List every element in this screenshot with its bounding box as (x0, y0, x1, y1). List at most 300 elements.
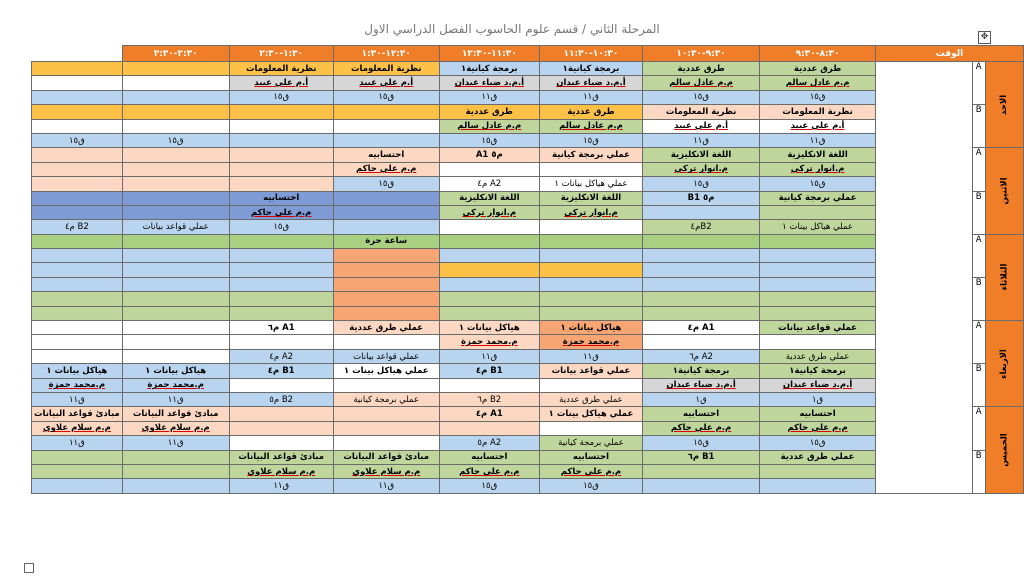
schedule-cell (643, 205, 760, 219)
section-label: A (972, 62, 985, 105)
schedule-cell (539, 234, 642, 248)
schedule-cell (32, 191, 123, 205)
schedule-cell (333, 407, 439, 421)
schedule-cell: م.م علي حاكم (760, 421, 876, 435)
table-row (32, 62, 1024, 76)
schedule-cell (333, 133, 439, 147)
schedule-cell: B2 م٦ (439, 392, 539, 406)
schedule-cell: ق١١ (122, 436, 229, 450)
schedule-cell: ق١١ (539, 90, 642, 104)
schedule-cell (539, 277, 642, 291)
table-row (32, 191, 1024, 205)
table-row (32, 205, 1024, 219)
schedule-cell: م.انوار تركي (643, 162, 760, 176)
section-label: B (972, 191, 985, 234)
schedule-cell: م.م سلام علاوي (122, 421, 229, 435)
schedule-cell (122, 62, 229, 76)
schedule-cell: ق١٥ (122, 133, 229, 147)
section-label: B (972, 450, 985, 493)
header-time-slot: ٩:٣٠-١٠:٣٠ (643, 46, 760, 62)
schedule-cell (122, 234, 229, 248)
schedule-cell (122, 76, 229, 90)
schedule-cell: مبادئ قواعد البيانات (32, 407, 123, 421)
schedule-cell (539, 162, 642, 176)
schedule-cell: B2 م٥ (229, 392, 333, 406)
schedule-cell: احتسابيه (539, 450, 642, 464)
schedule-cell: م٥ A1 (439, 148, 539, 162)
schedule-cell (643, 306, 760, 320)
schedule-cell (333, 436, 439, 450)
schedule-cell: عملي قواعد بيانات (333, 349, 439, 363)
schedule-cell (333, 220, 439, 234)
table-row (32, 148, 1024, 162)
schedule-cell (122, 177, 229, 191)
schedule-cell (333, 306, 439, 320)
schedule-cell: ق١٥ (643, 436, 760, 450)
schedule-cell (229, 306, 333, 320)
schedule-cell (439, 249, 539, 263)
schedule-cell: عملي هياكل بيانات ١ (539, 177, 642, 191)
schedule-cell (229, 119, 333, 133)
schedule-cell (643, 263, 760, 277)
schedule-cell (760, 205, 876, 219)
schedule-cell (32, 263, 123, 277)
schedule-cell (32, 62, 123, 76)
schedule-cell (32, 321, 123, 335)
schedule-cell (439, 306, 539, 320)
table-row (32, 436, 1024, 450)
schedule-cell (122, 349, 229, 363)
table-row (32, 479, 1024, 493)
schedule-cell: اللغة الانكليزية (439, 191, 539, 205)
schedule-cell: طرق عددية (539, 105, 642, 119)
table-row (32, 349, 1024, 363)
schedule-cell: A2 م٤ (439, 177, 539, 191)
schedule-cell (32, 105, 123, 119)
schedule-cell: م.م علي حاكم (643, 421, 760, 435)
schedule-cell: ق١ (643, 392, 760, 406)
schedule-cell: م.انوار تركي (439, 205, 539, 219)
schedule-cell (333, 191, 439, 205)
table-row (32, 133, 1024, 147)
day-label (985, 234, 1023, 320)
schedule-cell: ق١١ (439, 90, 539, 104)
table-row (32, 292, 1024, 306)
schedule-cell (229, 133, 333, 147)
schedule-cell (760, 479, 876, 493)
schedule-cell (32, 119, 123, 133)
table-row (32, 263, 1024, 277)
schedule-cell: مبادئ قواعد البيانات (333, 450, 439, 464)
day-label (985, 62, 1023, 148)
table-row (32, 392, 1024, 406)
schedule-cell: ق١٥ (539, 133, 642, 147)
schedule-cell (539, 249, 642, 263)
schedule-cell: A1 م٦ (229, 321, 333, 335)
schedule-cell: م.م سلام علاوي (32, 421, 123, 435)
schedule-cell: اللغة الانكليزية (760, 148, 876, 162)
schedule-cell: م.م عادل سالم (760, 76, 876, 90)
schedule-cell: نظرية المعلومات (333, 62, 439, 76)
schedule-cell: A1 م٤ (439, 407, 539, 421)
schedule-cell: عملي قواعد بيانات (122, 220, 229, 234)
table-row (32, 364, 1024, 378)
schedule-cell: ق١١ (539, 349, 642, 363)
schedule-cell (32, 249, 123, 263)
schedule-cell (760, 249, 876, 263)
schedule-table (31, 45, 1024, 494)
schedule-cell (229, 292, 333, 306)
schedule-cell (122, 464, 229, 478)
schedule-cell: أ.م علي عبيد (643, 119, 760, 133)
schedule-cell: ق١١ (122, 392, 229, 406)
schedule-cell: A2 م٥ (439, 436, 539, 450)
schedule-cell (229, 277, 333, 291)
schedule-cell (122, 249, 229, 263)
schedule-cell (229, 407, 333, 421)
schedule-cell (643, 335, 760, 349)
schedule-cell: B1 م٦ (643, 450, 760, 464)
schedule-cell (32, 148, 123, 162)
table-row (32, 90, 1024, 104)
schedule-cell: أ.م علي عبيد (333, 76, 439, 90)
schedule-cell: ق١٥ (760, 436, 876, 450)
schedule-cell: عملي برمجة كيانية (333, 392, 439, 406)
schedule-cell (32, 306, 123, 320)
section-label: B (972, 277, 985, 320)
schedule-cell (333, 105, 439, 119)
schedule-cell: ق١٥ (333, 177, 439, 191)
schedule-cell (122, 479, 229, 493)
schedule-cell (333, 205, 439, 219)
schedule-cell: أ.م.د ضياء عيدان (539, 76, 642, 90)
schedule-cell: ق١٥ (439, 479, 539, 493)
schedule-cell (32, 349, 123, 363)
schedule-cell: أ.م علي عبيد (229, 76, 333, 90)
day-label-text: الاربعاء (999, 348, 1010, 379)
schedule-cell: م.محمد حمزة (32, 378, 123, 392)
schedule-cell (643, 464, 760, 478)
schedule-cell: طرق عددية (760, 62, 876, 76)
table-row (32, 378, 1024, 392)
schedule-cell: ق١٥ (539, 479, 642, 493)
schedule-cell (760, 234, 876, 248)
schedule-cell: ق١١ (32, 436, 123, 450)
schedule-cell: احتسابيه (643, 407, 760, 421)
header-time-slot: ١١:٣٠-١٢:٣٠ (439, 46, 539, 62)
table-row (32, 234, 1024, 248)
schedule-cell: ق١٥ (32, 133, 123, 147)
schedule-cell (643, 249, 760, 263)
schedule-cell: مبادئ قواعد البيانات (122, 407, 229, 421)
table-row (32, 335, 1024, 349)
schedule-cell: B1 م٤ (229, 364, 333, 378)
schedule-cell (539, 378, 642, 392)
schedule-cell (122, 90, 229, 104)
schedule-cell: عملي قواعد بيانات (760, 321, 876, 335)
schedule-cell: ساعة حرة (333, 234, 439, 248)
schedule-cell: عملي طرق عددية (333, 321, 439, 335)
schedule-cell: عملي قواعد بيانات (539, 364, 642, 378)
schedule-cell: م.محمد حمزة (539, 335, 642, 349)
schedule-cell (32, 90, 123, 104)
schedule-cell: أ.م علي عبيد (760, 119, 876, 133)
schedule-cell: ق١٥ (229, 220, 333, 234)
schedule-cell: ق١٥ (333, 90, 439, 104)
header-time-slot: ١:٣٠-٢:٣٠ (229, 46, 333, 62)
schedule-cell: ق١١ (32, 392, 123, 406)
schedule-cell: اللغة الانكليزية (539, 191, 642, 205)
schedule-cell: ق١١ (439, 349, 539, 363)
table-row (32, 421, 1024, 435)
table-row (32, 464, 1024, 478)
header-time-slot: ٢:٣٠-٣:٣٠ (122, 46, 229, 62)
header-time-slot: ١٠:٣٠-١١:٣٠ (539, 46, 642, 62)
schedule-cell: هياكل بيانات ١ (539, 321, 642, 335)
schedule-cell (32, 162, 123, 176)
table-row (32, 450, 1024, 464)
schedule-cell (760, 306, 876, 320)
schedule-cell: طرق عددية (439, 105, 539, 119)
schedule-cell (439, 220, 539, 234)
schedule-cell (333, 277, 439, 291)
schedule-cell: م.انوار تركي (760, 162, 876, 176)
header-time-slot: ٨:٣٠-٩:٣٠ (760, 46, 876, 62)
move-cross-icon[interactable]: ✥ (978, 31, 991, 44)
schedule-cell: احتسابيه (229, 191, 333, 205)
page-title: المرحلة الثاني / قسم علوم الحاسوب الفصل الدراسي الاول (364, 22, 660, 36)
schedule-cell (32, 205, 123, 219)
schedule-cell (32, 450, 123, 464)
table-row (32, 321, 1024, 335)
schedule-cell: م.م علي حاكم (439, 464, 539, 478)
schedule-cell (333, 119, 439, 133)
schedule-cell (229, 177, 333, 191)
schedule-cell: م.م علي حاكم (229, 205, 333, 219)
schedule-cell: نظرية المعلومات (229, 62, 333, 76)
schedule-cell (333, 421, 439, 435)
schedule-cell (229, 105, 333, 119)
schedule-cell (539, 292, 642, 306)
table-row (32, 249, 1024, 263)
schedule-cell (439, 277, 539, 291)
schedule-cell (333, 292, 439, 306)
schedule-cell: A2 م٤ (229, 349, 333, 363)
schedule-cell: ق١٥ (760, 177, 876, 191)
schedule-cell: عملي برمجة كيانية (760, 191, 876, 205)
schedule-cell: برمجة كيانية١ (539, 62, 642, 76)
schedule-cell: عملي هياكل بينات ١ (539, 407, 642, 421)
section-label: B (972, 105, 985, 148)
schedule-cell (229, 436, 333, 450)
schedule-cell: احتسابيه (439, 450, 539, 464)
schedule-cell: م.م عادل سالم (643, 76, 760, 90)
table-resize-handle[interactable] (24, 563, 34, 573)
schedule-cell: أ.م.د ضياء عيدان (439, 76, 539, 90)
schedule-cell (439, 234, 539, 248)
schedule-cell: ق١١ (333, 479, 439, 493)
schedule-cell (122, 148, 229, 162)
schedule-cell: عملي برمجة كيانية (539, 436, 642, 450)
schedule-cell (229, 162, 333, 176)
schedule-cell (439, 292, 539, 306)
schedule-cell: م.محمد حمزة (122, 378, 229, 392)
schedule-cell: عملي برمجة كيانية (539, 148, 642, 162)
schedule-cell (229, 421, 333, 435)
schedule-cell: ق١ (760, 392, 876, 406)
schedule-cell (32, 292, 123, 306)
day-label (985, 407, 1023, 493)
schedule-cell (122, 119, 229, 133)
schedule-cell: ق١١ (229, 479, 333, 493)
table-row (32, 306, 1024, 320)
schedule-cell: م.م عادل سالم (439, 119, 539, 133)
schedule-cell: احتسابيه (333, 148, 439, 162)
schedule-cell: م.محمد حمزة (439, 335, 539, 349)
schedule-cell: ق١٥ (643, 90, 760, 104)
schedule-cell (539, 220, 642, 234)
schedule-cell: B2م٤ (643, 220, 760, 234)
schedule-cell: B1 م٤ (439, 364, 539, 378)
table-row (32, 162, 1024, 176)
schedule-cell (122, 105, 229, 119)
schedule-cell: احتسابيه (760, 407, 876, 421)
table-row (32, 177, 1024, 191)
schedule-cell (122, 162, 229, 176)
schedule-cell: م.انوار تركي (539, 205, 642, 219)
section-label: A (972, 407, 985, 450)
schedule-cell (643, 234, 760, 248)
schedule-cell: برمجة كيانية١ (643, 364, 760, 378)
schedule-cell: نظرية المعلومات (760, 105, 876, 119)
spacer-column (875, 62, 972, 494)
schedule-cell (760, 277, 876, 291)
schedule-cell (32, 335, 123, 349)
schedule-cell (122, 205, 229, 219)
schedule-cell (760, 263, 876, 277)
schedule-cell (122, 292, 229, 306)
schedule-cell: A2 م٦ (643, 349, 760, 363)
schedule-cell (439, 263, 539, 277)
section-label: A (972, 148, 985, 191)
header-time-slot: ١٢:٣٠-١:٣٠ (333, 46, 439, 62)
schedule-cell (229, 378, 333, 392)
schedule-cell: عملي طرق عددية (539, 392, 642, 406)
schedule-cell (229, 263, 333, 277)
schedule-cell (122, 321, 229, 335)
schedule-cell (643, 292, 760, 306)
schedule-cell: ق١١ (760, 133, 876, 147)
schedule-cell: A1 م٤ (643, 321, 760, 335)
schedule-cell (32, 234, 123, 248)
day-label-text: الاحد (999, 94, 1010, 115)
schedule-cell: اللغة الانكليزية (643, 148, 760, 162)
schedule-cell: عملي هياكل بينات ١ (333, 364, 439, 378)
schedule-cell (122, 263, 229, 277)
schedule-cell: B2 م٤ (32, 220, 123, 234)
schedule-cell: عملي هياكل بينات ١ (760, 220, 876, 234)
schedule-cell (760, 292, 876, 306)
schedule-cell: ق١١ (643, 133, 760, 147)
schedule-cell (122, 191, 229, 205)
schedule-cell (439, 378, 539, 392)
schedule-cell: هياكل بيانات ١ (122, 364, 229, 378)
table-row (32, 76, 1024, 90)
schedule-cell (643, 479, 760, 493)
schedule-cell: ق١٥ (643, 177, 760, 191)
schedule-cell (32, 76, 123, 90)
schedule-cell (32, 177, 123, 191)
schedule-cell: م.م علي حاكم (539, 464, 642, 478)
section-label: B (972, 364, 985, 407)
schedule-cell (229, 335, 333, 349)
schedule-cell (122, 306, 229, 320)
schedule-cell (539, 263, 642, 277)
schedule-cell (122, 277, 229, 291)
section-label: A (972, 234, 985, 277)
schedule-cell (32, 277, 123, 291)
schedule-cell: ق١٥ (760, 90, 876, 104)
schedule-cell (32, 464, 123, 478)
day-label (985, 148, 1023, 234)
table-row (32, 105, 1024, 119)
schedule-cell (539, 306, 642, 320)
schedule-cell: عملي طرق عددية (760, 349, 876, 363)
schedule-cell (439, 162, 539, 176)
schedule-cell (439, 421, 539, 435)
schedule-cell: طرق عددية (643, 62, 760, 76)
schedule-cell: أ.م.د ضياء عيدان (760, 378, 876, 392)
schedule-cell: م.م سلام علاوي (229, 464, 333, 478)
header-row (32, 46, 1024, 62)
day-label (985, 321, 1023, 407)
schedule-cell (760, 464, 876, 478)
table-row (32, 277, 1024, 291)
schedule-cell (333, 378, 439, 392)
schedule-cell (643, 277, 760, 291)
schedule-cell (122, 450, 229, 464)
schedule-cell (760, 335, 876, 349)
schedule-cell: ق١٥ (439, 133, 539, 147)
schedule-cell: ق١٥ (229, 90, 333, 104)
section-label: A (972, 321, 985, 364)
schedule-cell (229, 148, 333, 162)
schedule-cell: برمجة كيانية١ (760, 364, 876, 378)
day-label-text: الاثنين (999, 177, 1010, 205)
schedule-cell: م.م عادل سالم (539, 119, 642, 133)
table-row (32, 407, 1024, 421)
schedule-cell: م٥ B1 (643, 191, 760, 205)
schedule-cell (229, 234, 333, 248)
schedule-cell (539, 421, 642, 435)
schedule-cell: مبادئ قواعد البيانات (229, 450, 333, 464)
table-row (32, 220, 1024, 234)
schedule-cell (32, 479, 123, 493)
schedule-cell (229, 249, 333, 263)
schedule-cell (333, 335, 439, 349)
schedule-cell (333, 249, 439, 263)
schedule-cell: م.م سلام علاوي (333, 464, 439, 478)
schedule-cell: م.م علي حاكم (333, 162, 439, 176)
schedule-cell: نظرية المعلومات (643, 105, 760, 119)
schedule-cell: عملي طرق عددية (760, 450, 876, 464)
schedule-cell: هياكل بيانات ١ (32, 364, 123, 378)
header-time-label: الوقت (875, 46, 1023, 62)
schedule-cell (122, 335, 229, 349)
table-row (32, 119, 1024, 133)
schedule-cell: برمجة كيانية١ (439, 62, 539, 76)
day-label-text: الخميس (999, 433, 1010, 467)
